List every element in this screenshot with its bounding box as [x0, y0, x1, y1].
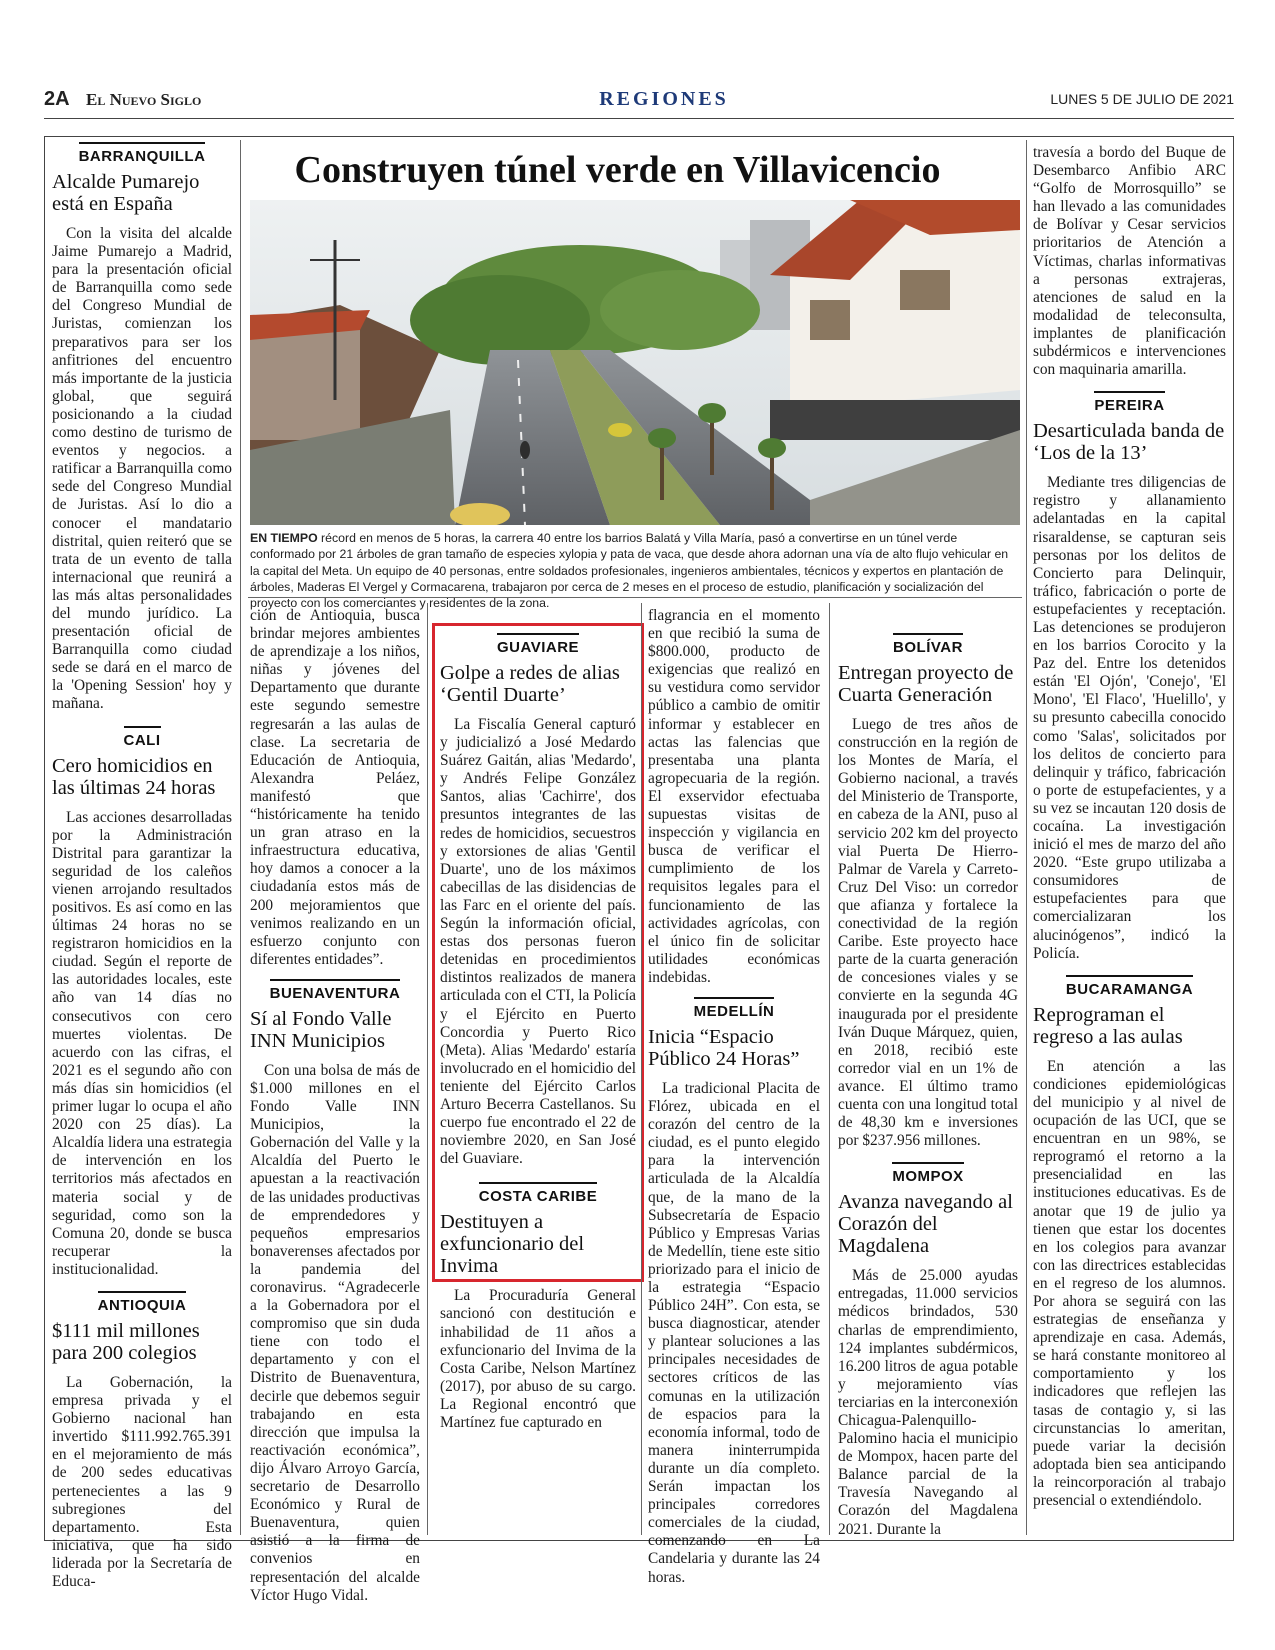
section-tag-barranquilla: BARRANQUILLA: [79, 142, 206, 165]
section-tag-medellin: MEDELLÍN: [694, 997, 775, 1020]
headline-medellin: Inicia “Espacio Público 24 Horas”: [648, 1025, 800, 1070]
column-divider: [1026, 140, 1027, 1535]
column-1: [52, 140, 232, 1591]
page-number: 2A: [44, 88, 70, 110]
headline-guaviare: Golpe a redes de alias ‘Gentil Duarte’: [440, 662, 620, 706]
highlight-box: [432, 623, 644, 1282]
section-tag-costa-caribe: COSTA CARIBE: [479, 1182, 598, 1205]
article-cali: Las acciones desarrolladas por la Administración Distrital para garantizar la seguridad de los caleños vienen arrojando resultados positivos. Es así como en las últimas 24 horas no se registraron homicidios en la ciudad. Según el reporte de las autoridades locales, este año van 14 días no consecutivos con cero muertes violentas. De acuerdo con las cifras, el 2021 es el segundo año con más días sin homicidios (el primer lugar lo ocupa el año 2020 con 25 días). La Alcaldía lidera una estrategia de intervención en los territorios más afectados en materia social y de seguridad, como son la Comuna 20, donde se busca recuperar la institucionalidad.: [52, 808, 232, 1278]
article-bucaramanga: En atención a las condiciones epidemiológicas del municipio y al nivel de ocupación de las UCI, que se encuentran en un 98%, se reprogramó el retorno a la presencialidad en las instituciones educativas. Es de anotar que 19 de julio ya tienen que estar los docentes en los colegios para avanzar con las directrices establecidas en el regreso de los alumnos. Por ahora se seguirá con las estrategias de enseñanza y aprendizaje en casa. Además, se hará constante monitoreo al comportamiento y los indicadores que reflejen las tasas de contagio y, si las circunstancias lo ameritan, puede variar la decisión adoptada bien sea anticipando la reincorporación al trabajo presencial o extendiéndolo.: [1033, 1057, 1226, 1509]
headline-mompox: Avanza navegando al Corazón del Magdalena: [838, 1191, 1013, 1258]
column-divider: [240, 140, 241, 1535]
caption-lead: EN TIEMPO: [250, 531, 318, 545]
column-divider: [829, 603, 830, 1535]
article-costa-caribe: La Procuraduría General sancionó con destitución e inhabilidad de 11 años a exfuncionario del Invima de la Costa Caribe, Nelson Martínez (2017), por abuso de su cargo. La Regional encontró que Martínez fue capturado en: [440, 1287, 636, 1431]
column-4: [648, 607, 820, 1587]
article-costa-caribe-continued: flagrancia en el momento en que recibió la suma de $800.000, producto de exigencias que realizó en su vestidura como servidor público a cambio de omitir informar y establecer en actas las falencias que presentaba una planta agropecuaria de la región. El exservidor efectuaba supuestas visitas de inspección y vigilancia en busca de verificar el cumplimiento de los requisitos legales para el funcionamiento de las actividades agrícolas, con el único fin de solicitar utilidades económicas indebidas.: [648, 607, 820, 986]
caption-text: récord en menos de 5 horas, la carrera 40 entre los barrios Balatá y Villa María, pasó a convertirse en un túnel verde conformado por 21 árboles de gran tamaño de especies xylopia y pata de vaca, que desde ahora adornan una vía de alto flujo vehicular en la capital del Meta. Un equipo de 40 personas, entre soldados profesionales, ingenieros ambientales, técnicos y expertos en plantación de árboles, Maderas El Vergel y Cormacarena, trabajaron por cerca de 2 meses en el proceso de estudio, planificación y socialización del proyecto con los comerciantes y residentes de la zona.: [250, 531, 1009, 611]
feature-photo: [250, 200, 1020, 525]
article-medellin: La tradicional Placita de Flórez, ubicada en el corazón del centro de la ciudad, es el punto elegido para la intervención articulada de la Alcaldía que, de la mano de la Subsecretaría de Espacio Público y Empresas Varias de Medellín, tiene este sitio priorizado para el inicio de la estrategia “Espacio Público 24H”. Con esta, se busca diagnosticar, atender y plantear soluciones a las principales necesidades de sectores críticos de las comunas en la utilización de espacios para la economía informal, todo de manera ininterrumpida durante un día completo. Serán impactan los principales corredores comerciales de la ciudad, comenzando en La Candelaria y durante las 24 horas.: [648, 1079, 820, 1586]
headline-buenaventura: Sí al Fondo Valle INN Municipios: [250, 1007, 392, 1052]
column-divider: [641, 603, 642, 1535]
article-mompox: Más de 25.000 ayudas entregadas, 11.000 servicios médicos brindados, 530 charlas de emprendimiento, 124 implantes subdérmicos, 16.200 litros de agua potable y mejoramiento vías terciarias en la interconexión Chicagua-Palenquillo-Palomino hacia el municipio de Mompox, hacen parte del Balance parcial de la Travesía Navegando al Corazón del Magdalena 2021. Durante la: [838, 1267, 1018, 1538]
section-tag-mompox: MOMPOX: [892, 1162, 963, 1185]
article-bolivar: Luego de tres años de construcción en la región de los Montes de María, el Gobierno nacional, a través del Ministerio de Transporte, en cabeza de la ANI, puso al servicio 202 km del proyecto vial Puerta De Hierro-Palmar de Varela y Carreto-Cruz Del Viso: un corredor que afianza y fortalece la conectividad de la región Caribe. Este proyecto hace parte de la cuarta generación de concesiones viales y se convierte en la segunda 4G inaugurada por el presidente Iván Duque Márquez, quien, en 2018, recibió este corredor vial en un 1% de avance. El último tramo cuenta con una longitud total de 48,30 km e inversiones por $237.956 millones.: [838, 716, 1018, 1150]
feature-divider: [248, 597, 1022, 598]
article-pereira: Mediante tres diligencias de registro y allanamiento adelantadas en la capital risaraldense, se capturan seis personas por los delitos de Concierto para Delinquir, tráfico, fabricación o porte de estupefacientes y receptación. Las detenciones se produjeron en los barrios Corocito y la Paz del. Entre los detenidos están 'El Ojón', 'Conejo', 'El Mono', 'El Flaco', 'Huelillo', y su presunto cabecilla conocido como 'Salas', solicitados por los delitos de concierto para delinquir y tráfico, fabricación o porte de estupefacientes, y a su vez se incautan 120 dosis de cocaína. La investigación inició el mes de marzo del año 2020. “Este grupo utilizaba a consumidores de estupefacientes para que comercializaran los alucinógenos”, indicó la Policía.: [1033, 474, 1226, 962]
section-title: REGIONES: [599, 88, 729, 110]
section-tag-buenaventura: BUENAVENTURA: [270, 979, 401, 1002]
article-buenaventura: Con una bolsa de más de $1.000 millones en el Fondo Valle INN Municipios, la Gobernación del Valle y la Alcaldía del Puerto le apuestan a la reactivación de las unidades productivas de emprendedores y pequeños empresarios bonaverenses afectados por la pandemia del coronavirus. “Agradecerle a la Gobernadora por el compromiso que sin duda tiene con todo el departamento y con el Distrito de Buenaventura, decirle que debemos seguir trabajando en esta dirección que impulsa la reactivación económica”, dijo Álvaro Arroyo García, secretario de Desarrollo Económico y Rural de Buenaventura, quien asistió a la firma de convenios en representación del alcalde Víctor Hugo Vidal.: [250, 1061, 420, 1604]
article-guaviare: La Fiscalía General capturó y judicializó a José Medardo Suárez Gaitán, alias 'Medardo', y Andrés Felipe González Santos, alias 'Cachirre', dos presuntos integrantes de las redes de homicidios, secuestros y extorsiones de alias 'Gentil Duarte', uno de los máximos cabecillas de las disidencias de las Farc en el oriente del país. Según la información oficial, estas dos personas fueron detenidas en procedimientos distintos realizados de manera articulada con el CTI, la Policía y el Ejército en Puerto Concordia y Puerto Rico (Meta). Alias 'Medardo' estaría involucrado en el homicidio del teniente del Ejército Carlos Arturo Becerra Castellanos. Su cuerpo fue encontrado el 22 de noviembre 2020, en San José del Guaviare.: [440, 716, 636, 1168]
column-6: [1033, 144, 1226, 1510]
headline-barranquilla: Alcalde Pumarejo está en España: [52, 171, 200, 215]
section-tag-guaviare: GUAVIARE: [497, 633, 579, 656]
issue-date: LUNES 5 DE JULIO DE 2021: [1050, 91, 1234, 107]
main-headline: Construyen túnel verde en Villavicencio: [294, 149, 941, 191]
photo-caption: [250, 530, 1020, 611]
column-2: [250, 607, 420, 1605]
article-antioquia: La Gobernación, la empresa privada y el Gobierno nacional han invertido $111.992.765.391 en el mejoramiento de más de 200 sedes educativas pertenecientes a las 9 subregiones del departamento. Esta iniciativa, que ha sido liderada por la Secretaría de Educa-: [52, 1373, 232, 1590]
column-divider: [427, 603, 428, 1535]
section-tag-bucaramanga: BUCARAMANGA: [1066, 975, 1193, 998]
article-mompox-continued: travesía a bordo del Buque de Desembarco Anfibio ARC “Golfo de Morrosquillo” se han llevado a las comunidades de Bolívar y Cesar servicios prioritarios de Atención a Víctimas, charlas informativas a personas extrajeras, atenciones de salud en la modalidad de teleconsulta, implantes de planificación subdérmicos e intervenciones con maquinaria amarilla.: [1033, 144, 1226, 379]
headline-cali: Cero homicidios en las últimas 24 horas: [52, 754, 216, 799]
article-antioquia-continued: ción de Antioquia, busca brindar mejores ambientes de aprendizaje a los niños, niñas y jóvenes del Departamento que durante este segundo semestre regresarán a las aulas de clase. La secretaria de Educación de Antioquia, Alexandra Peláez, manifestó que “históricamente ha tenido un gran atraso en la infraestructura educativa, hoy damos a conocer a la ciudadanía estos más de 200 mejoramientos que venimos realizando en un esfuerzo conjunto con diferentes entidades”.: [250, 607, 420, 968]
section-tag-bolivar: BOLÍVAR: [893, 633, 963, 656]
article-barranquilla: Con la visita del alcalde Jaime Pumarejo a Madrid, para la presentación oficial de Barranquilla como sede del Congreso Mundial de Juristas, comienzan los preparativos para ser los anfitriones del encuentro más importante de la justicia global, que seguirá posicionando a la ciudad como destino de turismo de eventos y negocios. a ratificar a Barranquilla como sede del Congreso Mundial de Juristas. Así lo dio a conocer el mandatario distrital, quien reiteró que se trata de un evento de talla internacional que reunirá a las más altas personalidades del mundo jurídico. La presentación oficial de Barranquilla como ciudad sede se dará en el marco de la 'Opening Session' hoy y mañana.: [52, 225, 232, 713]
column-5: [838, 631, 1018, 1539]
headline-antioquia: $111 mil millones para 200 colegios: [52, 1319, 200, 1364]
headline-bolivar: Entregan proyecto de Cuarta Generación: [838, 662, 1014, 706]
page-header: [44, 88, 1234, 114]
section-tag-pereira: PEREIRA: [1094, 391, 1164, 414]
headline-bucaramanga: Reprograman el regreso a las aulas: [1033, 1003, 1183, 1048]
headline-pereira: Desarticulada banda de ‘Los de la 13’: [1033, 420, 1225, 465]
section-tag-antioquia: ANTIOQUIA: [98, 1291, 187, 1314]
newspaper-name: El Nuevo Siglo: [86, 90, 202, 109]
header-rule: [44, 118, 1234, 119]
section-tag-cali: CALI: [124, 726, 161, 749]
headline-costa-caribe: Destituyen a exfuncionario del Invima: [440, 1211, 585, 1278]
